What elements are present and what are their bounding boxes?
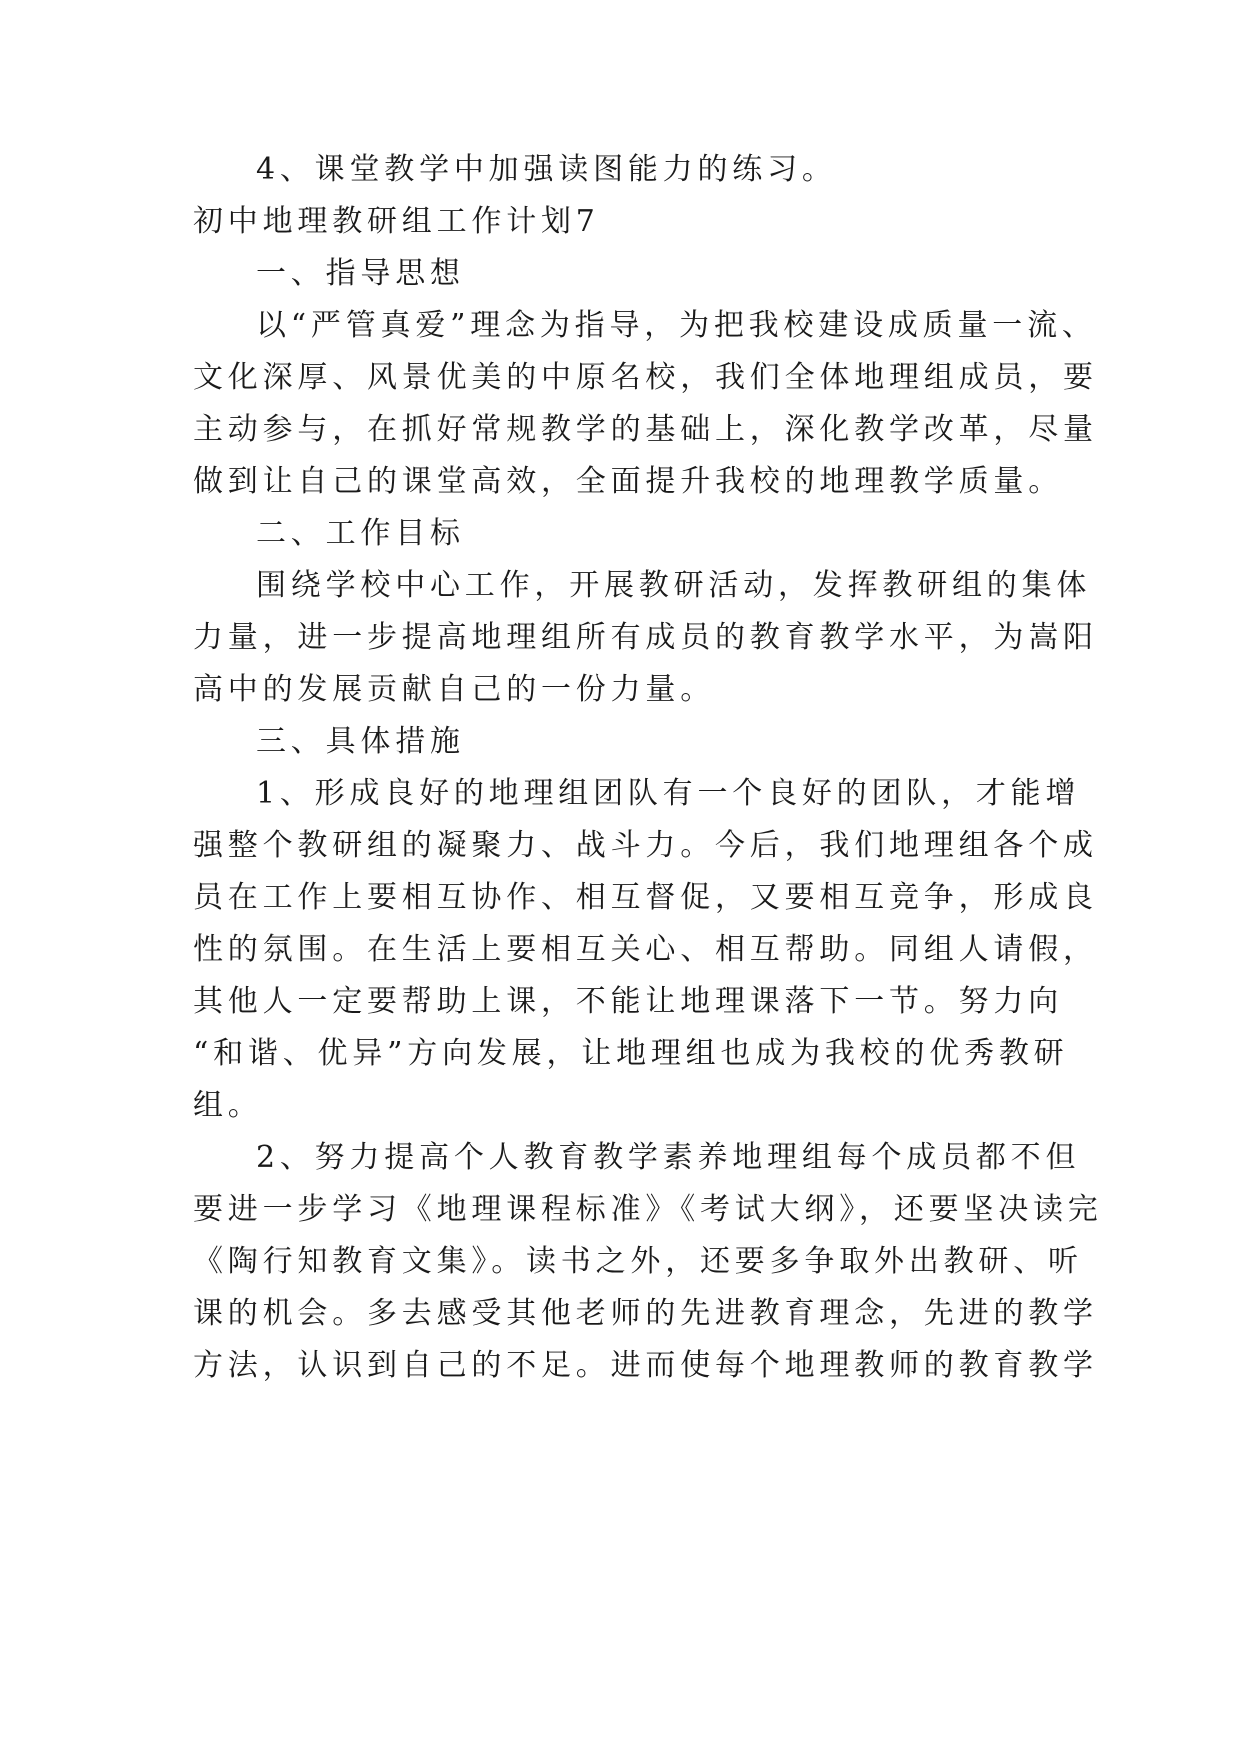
text-line: 1、形成良好的地理组团队有一个良好的团队，才能增 — [256, 776, 1081, 811]
text-line: 力量，进一步提高地理组所有成员的教育教学水平，为嵩阳 — [193, 620, 1098, 655]
text-line: 主动参与，在抓好常规教学的基础上，深化教学改革，尽量 — [193, 412, 1098, 447]
text-line: 4、课堂教学中加强读图能力的练习。 — [256, 152, 837, 187]
text-line: 文化深厚、风景优美的中原名校，我们全体地理组成员，要 — [193, 360, 1098, 395]
section-title: 初中地理教研组工作计划7 — [193, 204, 600, 239]
text-line: 组。 — [193, 1088, 263, 1123]
text-line: “和谐、优异”方向发展，让地理组也成为我校的优秀教研 — [193, 1036, 1069, 1071]
text-line: 高中的发展贡献自己的一份力量。 — [193, 672, 715, 707]
heading-measures: 三、具体措施 — [256, 724, 465, 759]
text-line: 围绕学校中心工作，开展教研活动，发挥教研组的集体 — [256, 568, 1092, 603]
text-line: 要进一步学习《地理课程标准》《考试大纲》，还要坚决读完 — [193, 1192, 1103, 1227]
text-line: 其他人一定要帮助上课，不能让地理课落下一节。努力向 — [193, 984, 1063, 1019]
text-line: 《陶行知教育文集》。读书之外，还要多争取外出教研、听 — [193, 1244, 1083, 1279]
text-line: 方法，认识到自己的不足。进而使每个地理教师的教育教学 — [193, 1348, 1098, 1383]
text-line: 性的氛围。在生活上要相互关心、相互帮助。同组人请假， — [193, 932, 1098, 967]
text-line: 做到让自己的课堂高效，全面提升我校的地理教学质量。 — [193, 464, 1063, 499]
heading-guiding-thought: 一、指导思想 — [256, 256, 465, 291]
text-line: 员在工作上要相互协作、相互督促，又要相互竞争，形成良 — [193, 880, 1098, 915]
text-line: 课的机会。多去感受其他老师的先进教育理念，先进的教学 — [193, 1296, 1098, 1331]
heading-work-goals: 二、工作目标 — [256, 516, 465, 551]
text-line: 2、努力提高个人教育教学素养地理组每个成员都不但 — [256, 1140, 1081, 1175]
text-line: 以“严管真爱”理念为指导，为把我校建设成质量一流、 — [256, 308, 1097, 343]
text-line: 强整个教研组的凝聚力、战斗力。今后，我们地理组各个成 — [193, 828, 1098, 863]
